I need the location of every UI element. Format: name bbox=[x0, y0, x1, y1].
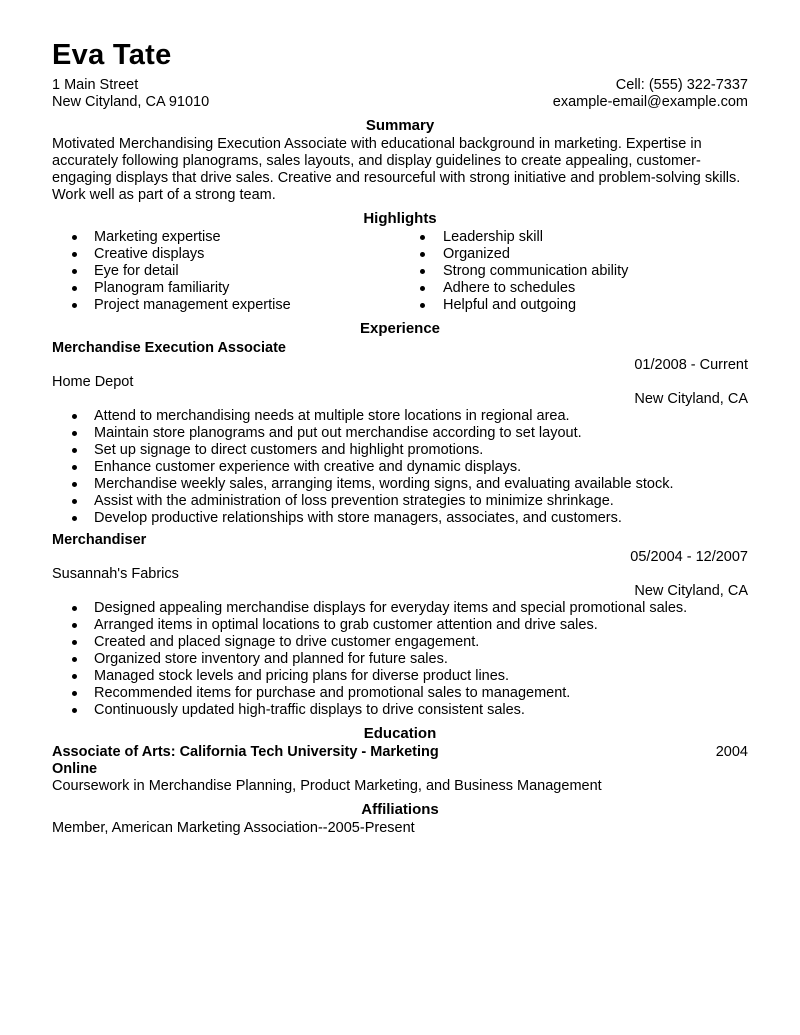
job-location: New Cityland, CA bbox=[634, 391, 748, 407]
duty-item: Organized store inventory and planned for future sales. bbox=[52, 651, 748, 668]
summary-text: Motivated Merchandising Execution Associate with educational background in marketing. Expertise in accurately following planograms, sales layouts, and display guidelines to create appealing, customer-engaging displays that drive sales. Creative and resourceful with strong initiative and problem-solving skills. Work well as part of a strong team. bbox=[52, 136, 741, 203]
duty-item: Assist with the administration of loss prevention strategies to minimize shrinkage. bbox=[52, 493, 748, 510]
duty-item: Managed stock levels and pricing plans for diverse product lines. bbox=[52, 668, 748, 685]
education-heading: Education bbox=[363, 725, 437, 742]
education-entry bbox=[52, 744, 748, 778]
job-duties bbox=[52, 408, 748, 527]
highlight-item: Creative displays bbox=[52, 246, 400, 263]
duty-item: Created and placed signage to drive customer engagement. bbox=[52, 634, 748, 651]
job-location: New Cityland, CA bbox=[634, 583, 748, 599]
highlights-right-column bbox=[400, 229, 748, 314]
phone-number: Cell: (555) 322-7337 bbox=[615, 77, 748, 93]
job-entry bbox=[52, 531, 748, 719]
job-company: Susannah's Fabrics bbox=[52, 566, 179, 582]
duty-item: Continuously updated high-traffic displays to drive consistent sales. bbox=[52, 702, 748, 719]
highlight-item: Planogram familiarity bbox=[52, 280, 400, 297]
job-title: Merchandise Execution Associate bbox=[52, 340, 286, 356]
resume-page bbox=[52, 38, 748, 837]
duty-item: Merchandise weekly sales, arranging items, wording signs, and evaluating available stock. bbox=[52, 476, 748, 493]
duty-item: Develop productive relationships with store managers, associates, and customers. bbox=[52, 510, 748, 527]
email-address: example-email@example.com bbox=[552, 94, 748, 110]
job-entry bbox=[52, 339, 748, 527]
contact-row-1 bbox=[52, 77, 748, 94]
duty-item: Set up signage to direct customers and highlight promotions. bbox=[52, 442, 748, 459]
duty-item: Enhance customer experience with creative and dynamic displays. bbox=[52, 459, 748, 476]
highlight-item: Helpful and outgoing bbox=[400, 297, 748, 314]
highlights-left-column bbox=[52, 229, 400, 314]
highlights-list bbox=[52, 229, 748, 314]
affiliations-heading: Affiliations bbox=[361, 801, 439, 818]
highlight-item: Eye for detail bbox=[52, 263, 400, 280]
job-company: Home Depot bbox=[52, 374, 134, 390]
job-dates: 05/2004 - 12/2007 bbox=[630, 549, 748, 565]
graduation-year: 2004 bbox=[715, 744, 748, 760]
address-line-1: 1 Main Street bbox=[52, 77, 139, 93]
highlight-item: Adhere to schedules bbox=[400, 280, 748, 297]
duty-item: Attend to merchandising needs at multiple store locations in regional area. bbox=[52, 408, 748, 425]
job-duties bbox=[52, 600, 748, 719]
highlights-heading: Highlights bbox=[363, 210, 437, 227]
duty-item: Maintain store planograms and put out merchandise according to set layout. bbox=[52, 425, 748, 442]
summary-heading: Summary bbox=[365, 117, 435, 134]
degree: Associate of Arts: California Tech University - Marketing Online bbox=[52, 744, 439, 777]
highlight-item: Project management expertise bbox=[52, 297, 400, 314]
highlight-item: Marketing expertise bbox=[52, 229, 400, 246]
highlight-item: Strong communication ability bbox=[400, 263, 748, 280]
coursework: Coursework in Merchandise Planning, Product Marketing, and Business Management bbox=[52, 778, 602, 794]
highlight-item: Leadership skill bbox=[400, 229, 748, 246]
duty-item: Arranged items in optimal locations to grab customer attention and drive sales. bbox=[52, 617, 748, 634]
highlight-item: Organized bbox=[400, 246, 748, 263]
affiliation-text: Member, American Marketing Association--2005-Present bbox=[52, 820, 415, 836]
address-line-2: New Cityland, CA 91010 bbox=[52, 94, 210, 110]
candidate-name: Eva Tate bbox=[52, 39, 172, 71]
contact-row-2 bbox=[52, 94, 748, 111]
experience-heading: Experience bbox=[359, 320, 441, 337]
job-dates: 01/2008 - Current bbox=[634, 357, 748, 373]
duty-item: Designed appealing merchandise displays for everyday items and special promotional sales. bbox=[52, 600, 748, 617]
duty-item: Recommended items for purchase and promotional sales to management. bbox=[52, 685, 748, 702]
job-title: Merchandiser bbox=[52, 532, 147, 548]
